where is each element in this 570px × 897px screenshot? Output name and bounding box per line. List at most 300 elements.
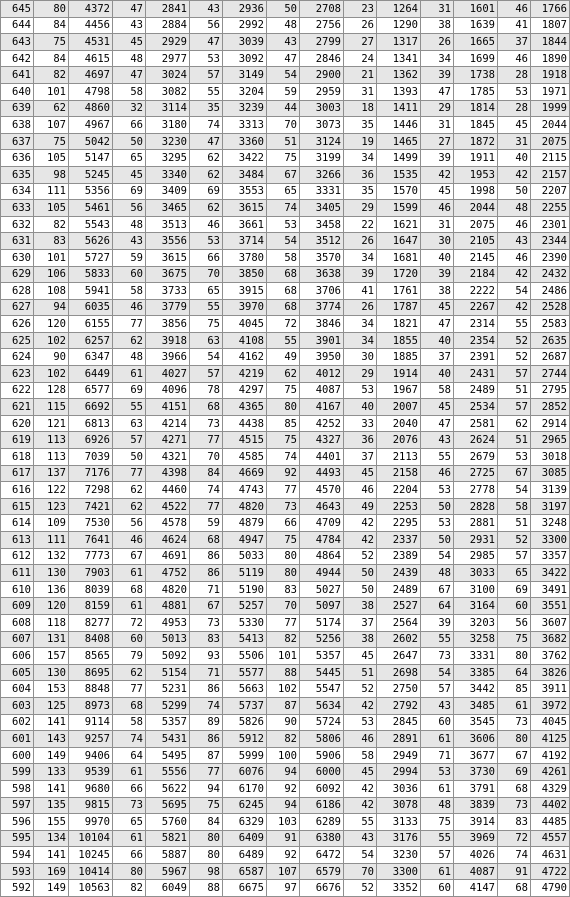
table-cell: 54 — [421, 548, 454, 565]
table-cell: 68 — [113, 581, 146, 598]
table-cell: 2884 — [146, 17, 190, 34]
table-cell: 26 — [344, 299, 377, 316]
table-cell: 75 — [267, 432, 300, 449]
table-cell: 4820 — [223, 498, 267, 515]
table-cell: 4096 — [146, 382, 190, 399]
table-row — [1, 316, 570, 333]
table-cell: 72 — [267, 316, 300, 333]
table-cell: 1317 — [377, 34, 421, 51]
table-cell: 28 — [498, 67, 531, 84]
table-cell: 3300 — [377, 863, 421, 880]
table-cell: 4798 — [69, 83, 113, 100]
row-key-cell: 615 — [1, 498, 34, 515]
table-cell: 3039 — [223, 34, 267, 51]
table-cell: 75 — [267, 382, 300, 399]
table-cell: 137 — [34, 465, 69, 482]
table-cell: 82 — [34, 216, 69, 233]
table-cell: 61 — [113, 565, 146, 582]
table-cell: 54 — [498, 482, 531, 499]
table-cell: 35 — [190, 100, 223, 117]
table-cell: 3092 — [223, 50, 267, 67]
table-cell: 91 — [498, 863, 531, 880]
table-cell: 6186 — [300, 797, 344, 814]
row-key-cell: 592 — [1, 880, 34, 897]
table-cell: 90 — [267, 714, 300, 731]
row-key-cell: 613 — [1, 532, 34, 549]
table-cell: 45 — [498, 117, 531, 134]
table-cell: 120 — [34, 316, 69, 333]
table-cell: 37 — [421, 349, 454, 366]
table-cell: 86 — [190, 731, 223, 748]
table-cell: 4709 — [300, 515, 344, 532]
table-cell: 47 — [113, 1, 146, 18]
table-cell: 73 — [421, 648, 454, 665]
table-cell: 78 — [190, 382, 223, 399]
table-cell: 1720 — [377, 266, 421, 283]
table-cell: 3078 — [377, 797, 421, 814]
table-cell: 29 — [344, 200, 377, 217]
table-cell: 45 — [113, 166, 146, 183]
table-cell: 92 — [267, 847, 300, 864]
row-key-cell: 631 — [1, 233, 34, 250]
table-cell: 26 — [421, 34, 454, 51]
table-cell: 3545 — [454, 714, 498, 731]
table-cell: 63 — [190, 332, 223, 349]
table-cell: 4214 — [146, 415, 190, 432]
table-cell: 1411 — [377, 100, 421, 117]
row-key-cell: 644 — [1, 17, 34, 34]
table-cell: 45 — [421, 299, 454, 316]
table-cell: 5912 — [223, 731, 267, 748]
table-cell: 121 — [34, 415, 69, 432]
table-cell: 4881 — [146, 598, 190, 615]
table-cell: 80 — [498, 731, 531, 748]
table-cell: 39 — [421, 266, 454, 283]
table-cell: 1890 — [531, 50, 570, 67]
table-cell: 74 — [267, 449, 300, 466]
table-cell: 3082 — [146, 83, 190, 100]
table-cell: 67 — [498, 465, 531, 482]
table-cell: 1446 — [377, 117, 421, 134]
table-row — [1, 863, 570, 880]
row-key-cell: 637 — [1, 133, 34, 150]
table-cell: 29 — [421, 100, 454, 117]
table-cell: 45 — [113, 34, 146, 51]
table-cell: 45 — [421, 399, 454, 416]
table-cell: 2828 — [454, 498, 498, 515]
table-cell: 3615 — [223, 200, 267, 217]
table-cell: 57 — [190, 67, 223, 84]
table-cell: 5495 — [146, 747, 190, 764]
table-cell: 7298 — [69, 482, 113, 499]
row-key-cell: 629 — [1, 266, 34, 283]
table-cell: 3607 — [531, 614, 570, 631]
table-cell: 69 — [190, 183, 223, 200]
table-cell: 38 — [421, 17, 454, 34]
table-cell: 84 — [190, 814, 223, 831]
table-cell: 50 — [267, 1, 300, 18]
table-cell: 39 — [344, 266, 377, 283]
table-cell: 69 — [498, 581, 531, 598]
table-cell: 2489 — [377, 581, 421, 598]
table-cell: 3360 — [223, 133, 267, 150]
table-row — [1, 581, 570, 598]
table-cell: 43 — [113, 233, 146, 250]
row-key-cell: 630 — [1, 249, 34, 266]
table-cell: 6049 — [146, 880, 190, 897]
table-cell: 2647 — [377, 648, 421, 665]
table-cell: 149 — [34, 747, 69, 764]
table-cell: 4026 — [454, 847, 498, 864]
table-cell: 4108 — [223, 332, 267, 349]
table-cell: 157 — [34, 648, 69, 665]
row-key-cell: 607 — [1, 631, 34, 648]
table-cell: 50 — [498, 183, 531, 200]
table-cell: 2936 — [223, 1, 267, 18]
table-cell: 62 — [113, 498, 146, 515]
table-cell: 9114 — [69, 714, 113, 731]
table-cell: 42 — [344, 515, 377, 532]
table-cell: 55 — [190, 83, 223, 100]
table-cell: 75 — [498, 631, 531, 648]
table-cell: 4578 — [146, 515, 190, 532]
table-cell: 1785 — [454, 83, 498, 100]
table-cell: 2949 — [377, 747, 421, 764]
table-cell: 3164 — [454, 598, 498, 615]
table-cell: 5356 — [69, 183, 113, 200]
table-cell: 3442 — [454, 681, 498, 698]
table-cell: 103 — [267, 814, 300, 831]
table-cell: 4615 — [69, 50, 113, 67]
table-cell: 68 — [267, 299, 300, 316]
table-cell: 135 — [34, 797, 69, 814]
table-cell: 37 — [498, 34, 531, 51]
table-cell: 2931 — [454, 532, 498, 549]
table-cell: 1264 — [377, 1, 421, 18]
table-row — [1, 183, 570, 200]
table-cell: 5826 — [223, 714, 267, 731]
table-cell: 1393 — [377, 83, 421, 100]
table-cell: 4321 — [146, 449, 190, 466]
table-cell: 4522 — [146, 498, 190, 515]
table-cell: 4790 — [531, 880, 570, 897]
table-cell: 3551 — [531, 598, 570, 615]
table-cell: 3850 — [223, 266, 267, 283]
table-row — [1, 283, 570, 300]
table-cell: 2679 — [454, 449, 498, 466]
table-cell: 3465 — [146, 200, 190, 217]
table-cell: 3352 — [377, 880, 421, 897]
table-cell: 5119 — [223, 565, 267, 582]
table-cell: 5231 — [146, 681, 190, 698]
table-cell: 2354 — [454, 332, 498, 349]
table-row — [1, 366, 570, 383]
table-cell: 2115 — [531, 150, 570, 167]
table-cell: 5821 — [146, 830, 190, 847]
table-cell: 5042 — [69, 133, 113, 150]
table-cell: 75 — [421, 814, 454, 831]
table-cell: 50 — [421, 532, 454, 549]
table-cell: 55 — [344, 814, 377, 831]
table-cell: 52 — [344, 681, 377, 698]
table-cell: 46 — [498, 1, 531, 18]
table-cell: 6587 — [223, 863, 267, 880]
table-cell: 4557 — [531, 830, 570, 847]
table-cell: 8039 — [69, 581, 113, 598]
table-cell: 58 — [498, 498, 531, 515]
table-row — [1, 266, 570, 283]
table-cell: 61 — [421, 731, 454, 748]
table-cell: 123 — [34, 498, 69, 515]
table-cell: 1761 — [377, 283, 421, 300]
table-cell: 75 — [190, 797, 223, 814]
table-cell: 37 — [344, 449, 377, 466]
table-cell: 82 — [34, 67, 69, 84]
table-row — [1, 880, 570, 897]
table-cell: 3331 — [300, 183, 344, 200]
table-cell: 5357 — [146, 714, 190, 731]
row-key-cell: 619 — [1, 432, 34, 449]
table-cell: 46 — [421, 200, 454, 217]
table-cell: 169 — [34, 863, 69, 880]
table-cell: 3073 — [300, 117, 344, 134]
table-cell: 68 — [190, 532, 223, 549]
row-key-cell: 608 — [1, 614, 34, 631]
table-cell: 80 — [34, 1, 69, 18]
table-cell: 80 — [190, 830, 223, 847]
table-cell: 74 — [190, 482, 223, 499]
table-cell: 2301 — [531, 216, 570, 233]
table-cell: 82 — [267, 631, 300, 648]
table-cell: 5695 — [146, 797, 190, 814]
table-cell: 3714 — [223, 233, 267, 250]
table-row — [1, 200, 570, 217]
row-key-cell: 617 — [1, 465, 34, 482]
table-cell: 5092 — [146, 648, 190, 665]
table-cell: 2007 — [377, 399, 421, 416]
table-cell: 42 — [498, 166, 531, 183]
table-cell: 3966 — [146, 349, 190, 366]
row-key-cell: 618 — [1, 449, 34, 466]
table-cell: 88 — [190, 880, 223, 897]
table-cell: 2222 — [454, 283, 498, 300]
table-cell: 70 — [190, 266, 223, 283]
table-cell: 108 — [34, 283, 69, 300]
table-cell: 45 — [344, 648, 377, 665]
table-cell: 1844 — [531, 34, 570, 51]
row-key-cell: 599 — [1, 764, 34, 781]
table-cell: 3706 — [300, 283, 344, 300]
table-cell: 80 — [267, 548, 300, 565]
table-cell: 75 — [34, 34, 69, 51]
table-cell: 65 — [267, 183, 300, 200]
table-cell: 10104 — [69, 830, 113, 847]
table-cell: 60 — [498, 598, 531, 615]
table-cell: 1499 — [377, 150, 421, 167]
table-cell: 83 — [267, 581, 300, 598]
table-cell: 3258 — [454, 631, 498, 648]
table-cell: 3911 — [531, 681, 570, 698]
table-cell: 5190 — [223, 581, 267, 598]
table-cell: 2076 — [377, 432, 421, 449]
table-cell: 51 — [267, 133, 300, 150]
table-cell: 4167 — [300, 399, 344, 416]
table-cell: 8277 — [69, 614, 113, 631]
table-cell: 51 — [344, 664, 377, 681]
table-cell: 9539 — [69, 764, 113, 781]
table-cell: 3839 — [454, 797, 498, 814]
table-cell: 3085 — [531, 465, 570, 482]
table-cell: 46 — [344, 482, 377, 499]
table-cell: 23 — [344, 1, 377, 18]
table-cell: 3176 — [377, 830, 421, 847]
table-cell: 53 — [421, 515, 454, 532]
table-cell: 86 — [190, 548, 223, 565]
table-cell: 1535 — [377, 166, 421, 183]
table-cell: 54 — [190, 349, 223, 366]
table-cell: 43 — [498, 233, 531, 250]
table-cell: 2756 — [300, 17, 344, 34]
table-cell: 42 — [344, 797, 377, 814]
table-cell: 2635 — [531, 332, 570, 349]
table-cell: 3024 — [146, 67, 190, 84]
table-cell: 1766 — [531, 1, 570, 18]
table-cell: 4860 — [69, 100, 113, 117]
table-cell: 3914 — [454, 814, 498, 831]
table-cell: 4493 — [300, 465, 344, 482]
table-cell: 3570 — [300, 249, 344, 266]
table-cell: 1787 — [377, 299, 421, 316]
table-cell: 100 — [267, 747, 300, 764]
table-cell: 55 — [421, 449, 454, 466]
table-cell: 48 — [113, 349, 146, 366]
table-cell: 3733 — [146, 283, 190, 300]
table-cell: 3682 — [531, 631, 570, 648]
table-cell: 7421 — [69, 498, 113, 515]
table-cell: 8159 — [69, 598, 113, 615]
table-cell: 5256 — [300, 631, 344, 648]
table-cell: 1845 — [454, 117, 498, 134]
table-cell: 69 — [113, 382, 146, 399]
table-cell: 68 — [113, 697, 146, 714]
table-cell: 6329 — [223, 814, 267, 831]
row-key-cell: 600 — [1, 747, 34, 764]
table-cell: 56 — [190, 17, 223, 34]
table-cell: 1814 — [454, 100, 498, 117]
table-cell: 149 — [34, 880, 69, 897]
table-cell: 4531 — [69, 34, 113, 51]
table-cell: 4271 — [146, 432, 190, 449]
table-cell: 61 — [113, 366, 146, 383]
table-cell: 3197 — [531, 498, 570, 515]
table-cell: 3677 — [454, 747, 498, 764]
table-cell: 1872 — [454, 133, 498, 150]
table-cell: 80 — [190, 847, 223, 864]
table-cell: 3036 — [377, 780, 421, 797]
table-cell: 2977 — [146, 50, 190, 67]
table-cell: 2929 — [146, 34, 190, 51]
table-cell: 9406 — [69, 747, 113, 764]
table-cell: 36 — [344, 166, 377, 183]
table-cell: 57 — [421, 681, 454, 698]
table-cell: 3661 — [223, 216, 267, 233]
table-cell: 2534 — [454, 399, 498, 416]
table-cell: 3340 — [146, 166, 190, 183]
table-cell: 75 — [267, 150, 300, 167]
table-cell: 47 — [113, 67, 146, 84]
table-cell: 4953 — [146, 614, 190, 631]
table-cell: 38 — [421, 283, 454, 300]
table-cell: 4372 — [69, 1, 113, 18]
table-cell: 3114 — [146, 100, 190, 117]
table-cell: 82 — [267, 731, 300, 748]
table-cell: 3133 — [377, 814, 421, 831]
table-row — [1, 714, 570, 731]
table-row — [1, 847, 570, 864]
table-row — [1, 814, 570, 831]
table-cell: 69 — [113, 183, 146, 200]
table-cell: 2795 — [531, 382, 570, 399]
row-key-cell: 612 — [1, 548, 34, 565]
table-cell: 47 — [190, 133, 223, 150]
table-cell: 5806 — [300, 731, 344, 748]
table-cell: 53 — [344, 382, 377, 399]
table-cell: 1570 — [377, 183, 421, 200]
table-cell: 90 — [34, 349, 69, 366]
table-cell: 54 — [344, 847, 377, 864]
table-cell: 46 — [190, 216, 223, 233]
table-cell: 115 — [34, 399, 69, 416]
table-cell: 2204 — [377, 482, 421, 499]
table-cell: 4438 — [223, 415, 267, 432]
table-row — [1, 830, 570, 847]
table-cell: 70 — [267, 598, 300, 615]
table-row — [1, 382, 570, 399]
table-cell: 3018 — [531, 449, 570, 466]
table-cell: 44 — [267, 100, 300, 117]
table-cell: 6409 — [223, 830, 267, 847]
table-cell: 5760 — [146, 814, 190, 831]
table-cell: 3248 — [531, 515, 570, 532]
row-key-cell: 635 — [1, 166, 34, 183]
table-cell: 73 — [267, 498, 300, 515]
table-body — [1, 1, 570, 897]
table-cell: 28 — [498, 100, 531, 117]
table-cell: 3484 — [223, 166, 267, 183]
table-cell: 46 — [498, 216, 531, 233]
table-cell: 53 — [421, 482, 454, 499]
table-cell: 59 — [267, 83, 300, 100]
table-cell: 62 — [190, 166, 223, 183]
table-cell: 93 — [190, 648, 223, 665]
table-row — [1, 67, 570, 84]
table-cell: 1953 — [454, 166, 498, 183]
row-key-cell: 598 — [1, 780, 34, 797]
table-cell: 64 — [113, 747, 146, 764]
table-cell: 4967 — [69, 117, 113, 134]
table-cell: 47 — [421, 316, 454, 333]
table-cell: 131 — [34, 631, 69, 648]
table-cell: 6257 — [69, 332, 113, 349]
table-cell: 4252 — [300, 415, 344, 432]
table-cell: 6926 — [69, 432, 113, 449]
table-cell: 27 — [344, 34, 377, 51]
table-cell: 68 — [498, 780, 531, 797]
table-cell: 2075 — [531, 133, 570, 150]
table-row — [1, 697, 570, 714]
table-cell: 2992 — [223, 17, 267, 34]
table-row — [1, 432, 570, 449]
